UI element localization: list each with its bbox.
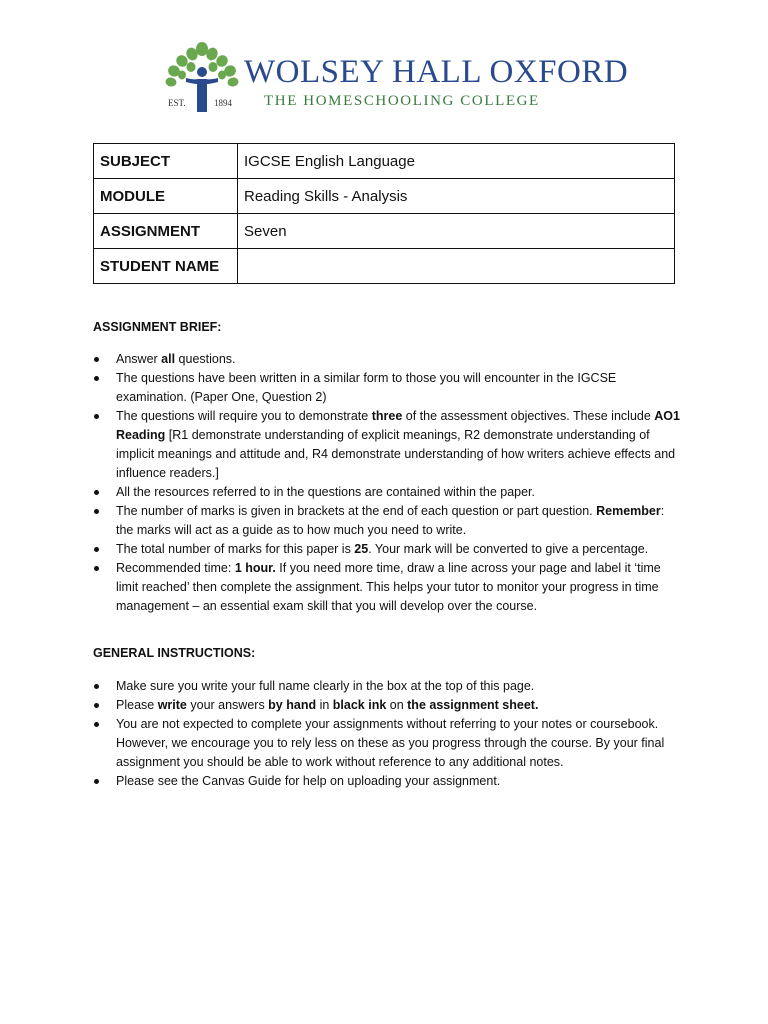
body-text: The questions will require you to demonstrate — [116, 409, 372, 423]
list-item — [93, 407, 683, 483]
assignment-info-table — [93, 143, 675, 284]
emphasis-text: write — [157, 698, 187, 712]
list-item — [93, 772, 683, 791]
body-text: in — [316, 698, 333, 712]
list-item — [93, 559, 683, 616]
body-text: . Your mark will be converted to give a percentage. — [368, 542, 649, 556]
est-label: EST. — [168, 98, 186, 108]
assignment-value: Seven — [238, 214, 675, 249]
body-text: of the assessment objectives. These include — [402, 409, 655, 423]
body-text: on — [386, 698, 408, 712]
list-item — [93, 502, 683, 540]
subject-value: IGCSE English Language — [238, 144, 675, 179]
assignment-label: ASSIGNMENT — [94, 214, 238, 249]
table-row — [94, 249, 675, 284]
student-name-label: STUDENT NAME — [94, 249, 238, 284]
list-item — [93, 369, 683, 407]
emphasis-text: 25 — [354, 542, 369, 556]
body-text: Recommended time: — [116, 561, 235, 575]
general-instructions-title: GENERAL INSTRUCTIONS: — [93, 646, 256, 660]
brand-name: WOLSEY HALL OXFORD — [244, 54, 629, 90]
body-text: If you need more time, draw a line across your page and label it ‘time limit reached’ then complete the assignment. This helps your tutor to monitor your progress in time management – an essential exam skill that you will develop over the course. — [116, 561, 661, 613]
list-item — [93, 540, 683, 559]
emphasis-text: AO1 Reading — [116, 409, 680, 442]
student-name-field[interactable] — [238, 249, 675, 284]
emphasis-text: by hand — [268, 698, 317, 712]
body-text: Please see the Canvas Guide for help on uploading your assignment. — [116, 774, 501, 788]
emphasis-text: 1 hour. — [234, 561, 276, 575]
body-text: All the resources referred to in the questions are contained within the paper. — [116, 485, 536, 499]
list-item — [93, 677, 683, 696]
assignment-brief-list — [93, 350, 683, 616]
emphasis-text: the assignment sheet. — [407, 698, 539, 712]
list-item — [93, 350, 683, 369]
subject-label: SUBJECT — [94, 144, 238, 179]
body-text: Please — [116, 698, 158, 712]
table-row — [94, 144, 675, 179]
body-text: The total number of marks for this paper is — [116, 542, 355, 556]
body-text: The number of marks is given in brackets at the end of each question or part question. — [116, 504, 597, 518]
body-text: You are not expected to complete your assignments without referring to your notes or coursebook. However, we encourage you to rely less on these as you progress through the course. By your final assignment you should be able to work without reference to any additional notes. — [116, 717, 665, 769]
wolsey-hall-logo — [162, 40, 629, 116]
list-item — [93, 483, 683, 502]
body-text: : the marks will act as a guide as to how much you need to write. — [116, 504, 665, 537]
est-year: 1894 — [214, 98, 232, 108]
body-text: The questions have been written in a similar form to those you will encounter in the IGCSE examination. (Paper One, Question 2) — [116, 371, 617, 404]
module-label: MODULE — [94, 179, 238, 214]
emphasis-text: all — [161, 352, 176, 366]
body-text: [R1 demonstrate understanding of explicit meanings, R2 demonstrate understanding of implicit meanings and attitude and, R4 demonstrate understanding of how writers achieve effects and influence readers.] — [116, 428, 676, 480]
emphasis-text: black ink — [332, 698, 387, 712]
list-item — [93, 696, 683, 715]
table-row — [94, 214, 675, 249]
emphasis-text: Remember — [596, 504, 661, 518]
body-text: your answers — [186, 698, 269, 712]
general-instructions-list — [93, 677, 683, 791]
assignment-brief-title: ASSIGNMENT BRIEF: — [93, 320, 222, 334]
table-row — [94, 179, 675, 214]
brand-tagline: THE HOMESCHOOLING COLLEGE — [264, 93, 540, 109]
emphasis-text: three — [371, 409, 403, 423]
body-text: questions. — [175, 352, 236, 366]
list-item — [93, 715, 683, 772]
module-value: Reading Skills - Analysis — [238, 179, 675, 214]
body-text: Make sure you write your full name clearly in the box at the top of this page. — [116, 679, 535, 693]
body-text: Answer — [116, 352, 162, 366]
